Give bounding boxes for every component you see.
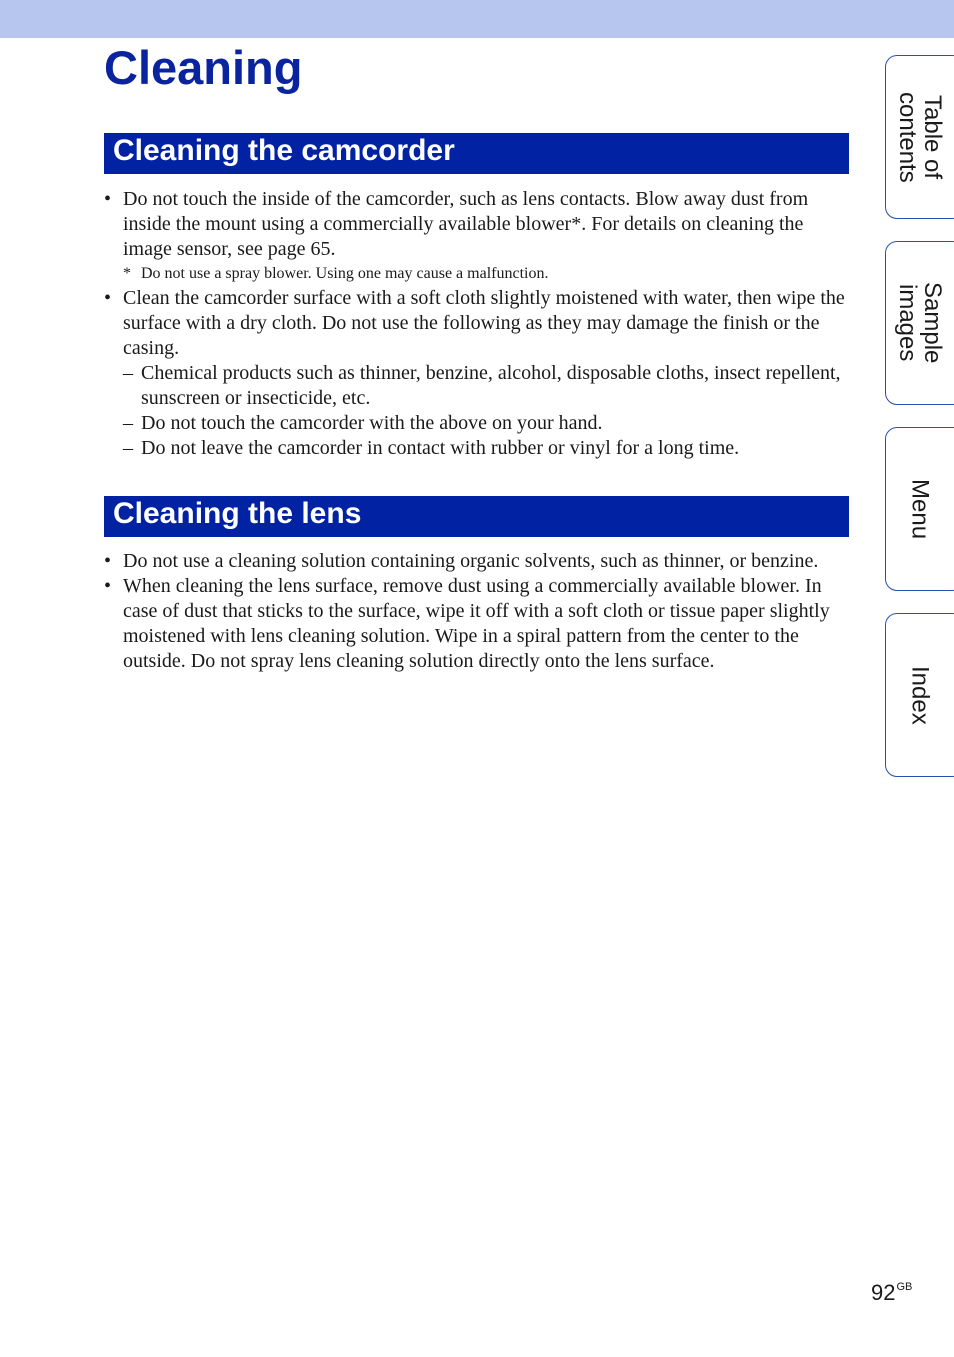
dash-mark: – xyxy=(123,437,133,459)
tab-label: Index xyxy=(906,665,934,725)
page-number-suffix: GB xyxy=(896,1281,913,1293)
bullet-mark: • xyxy=(104,550,112,572)
page-number-value: 92 xyxy=(871,1280,896,1305)
dash-mark: – xyxy=(123,362,133,384)
list-item-text: When cleaning the lens surface, remove dust using a commercially available blower. In case of dust that sticks to the surface, wipe it off with a soft cloth or tissue paper slightly moistened with lens cleaning solution. Wipe in a spiral pattern from the center to the outside. Do not spray lens cleaning solution directly onto the lens surface. xyxy=(123,575,830,672)
sub-list-item xyxy=(104,411,852,436)
list-item xyxy=(104,549,852,574)
list-item xyxy=(104,286,852,361)
footnote xyxy=(104,262,852,286)
tab-label: Sample images xyxy=(894,282,946,364)
header-band xyxy=(0,0,954,38)
list-item-text: Clean the camcorder surface with a soft cloth slightly moistened with water, then wipe the surface with a dry cloth. Do not use the following as they may damage the finish or the casing. xyxy=(123,287,845,359)
section-body-camcorder xyxy=(104,187,852,461)
tab-index[interactable] xyxy=(885,613,954,777)
sub-list-item-text: Chemical products such as thinner, benzine, alcohol, disposable cloths, insect repellent, sunscreen or insecticide, etc. xyxy=(141,362,841,409)
tab-table-of-contents[interactable] xyxy=(885,55,954,219)
section-heading-camcorder: Cleaning the camcorder xyxy=(104,133,849,174)
footnote-text: Do not use a spray blower. Using one may cause a malfunction. xyxy=(141,265,549,282)
list-item xyxy=(104,187,852,262)
dash-mark: – xyxy=(123,412,133,434)
sub-list-item xyxy=(104,436,852,461)
bullet-mark: • xyxy=(104,575,112,597)
list-item xyxy=(104,574,852,674)
page-title: Cleaning xyxy=(104,41,303,94)
bullet-mark: • xyxy=(104,188,112,210)
sub-list-item-text: Do not leave the camcorder in contact with rubber or vinyl for a long time. xyxy=(141,437,740,459)
list-item-text: Do not touch the inside of the camcorder, such as lens contacts. Blow away dust from inside the mount using a commercially available blower*. For details on cleaning the image sensor, see page 65. xyxy=(123,188,809,260)
tab-label: Table of contents xyxy=(894,91,946,183)
list-item-text: Do not use a cleaning solution containing organic solvents, such as thinner, or benzine. xyxy=(123,550,819,572)
tab-label: Menu xyxy=(906,478,934,540)
tab-sample-images[interactable] xyxy=(885,241,954,405)
page-number xyxy=(871,1280,912,1306)
tab-menu[interactable] xyxy=(885,427,954,591)
section-heading-lens: Cleaning the lens xyxy=(104,496,849,537)
sub-list-item-text: Do not touch the camcorder with the above on your hand. xyxy=(141,412,603,434)
section-body-lens xyxy=(104,549,852,674)
bullet-mark: • xyxy=(104,287,112,309)
footnote-mark: * xyxy=(123,265,131,282)
sub-list-item xyxy=(104,361,852,411)
